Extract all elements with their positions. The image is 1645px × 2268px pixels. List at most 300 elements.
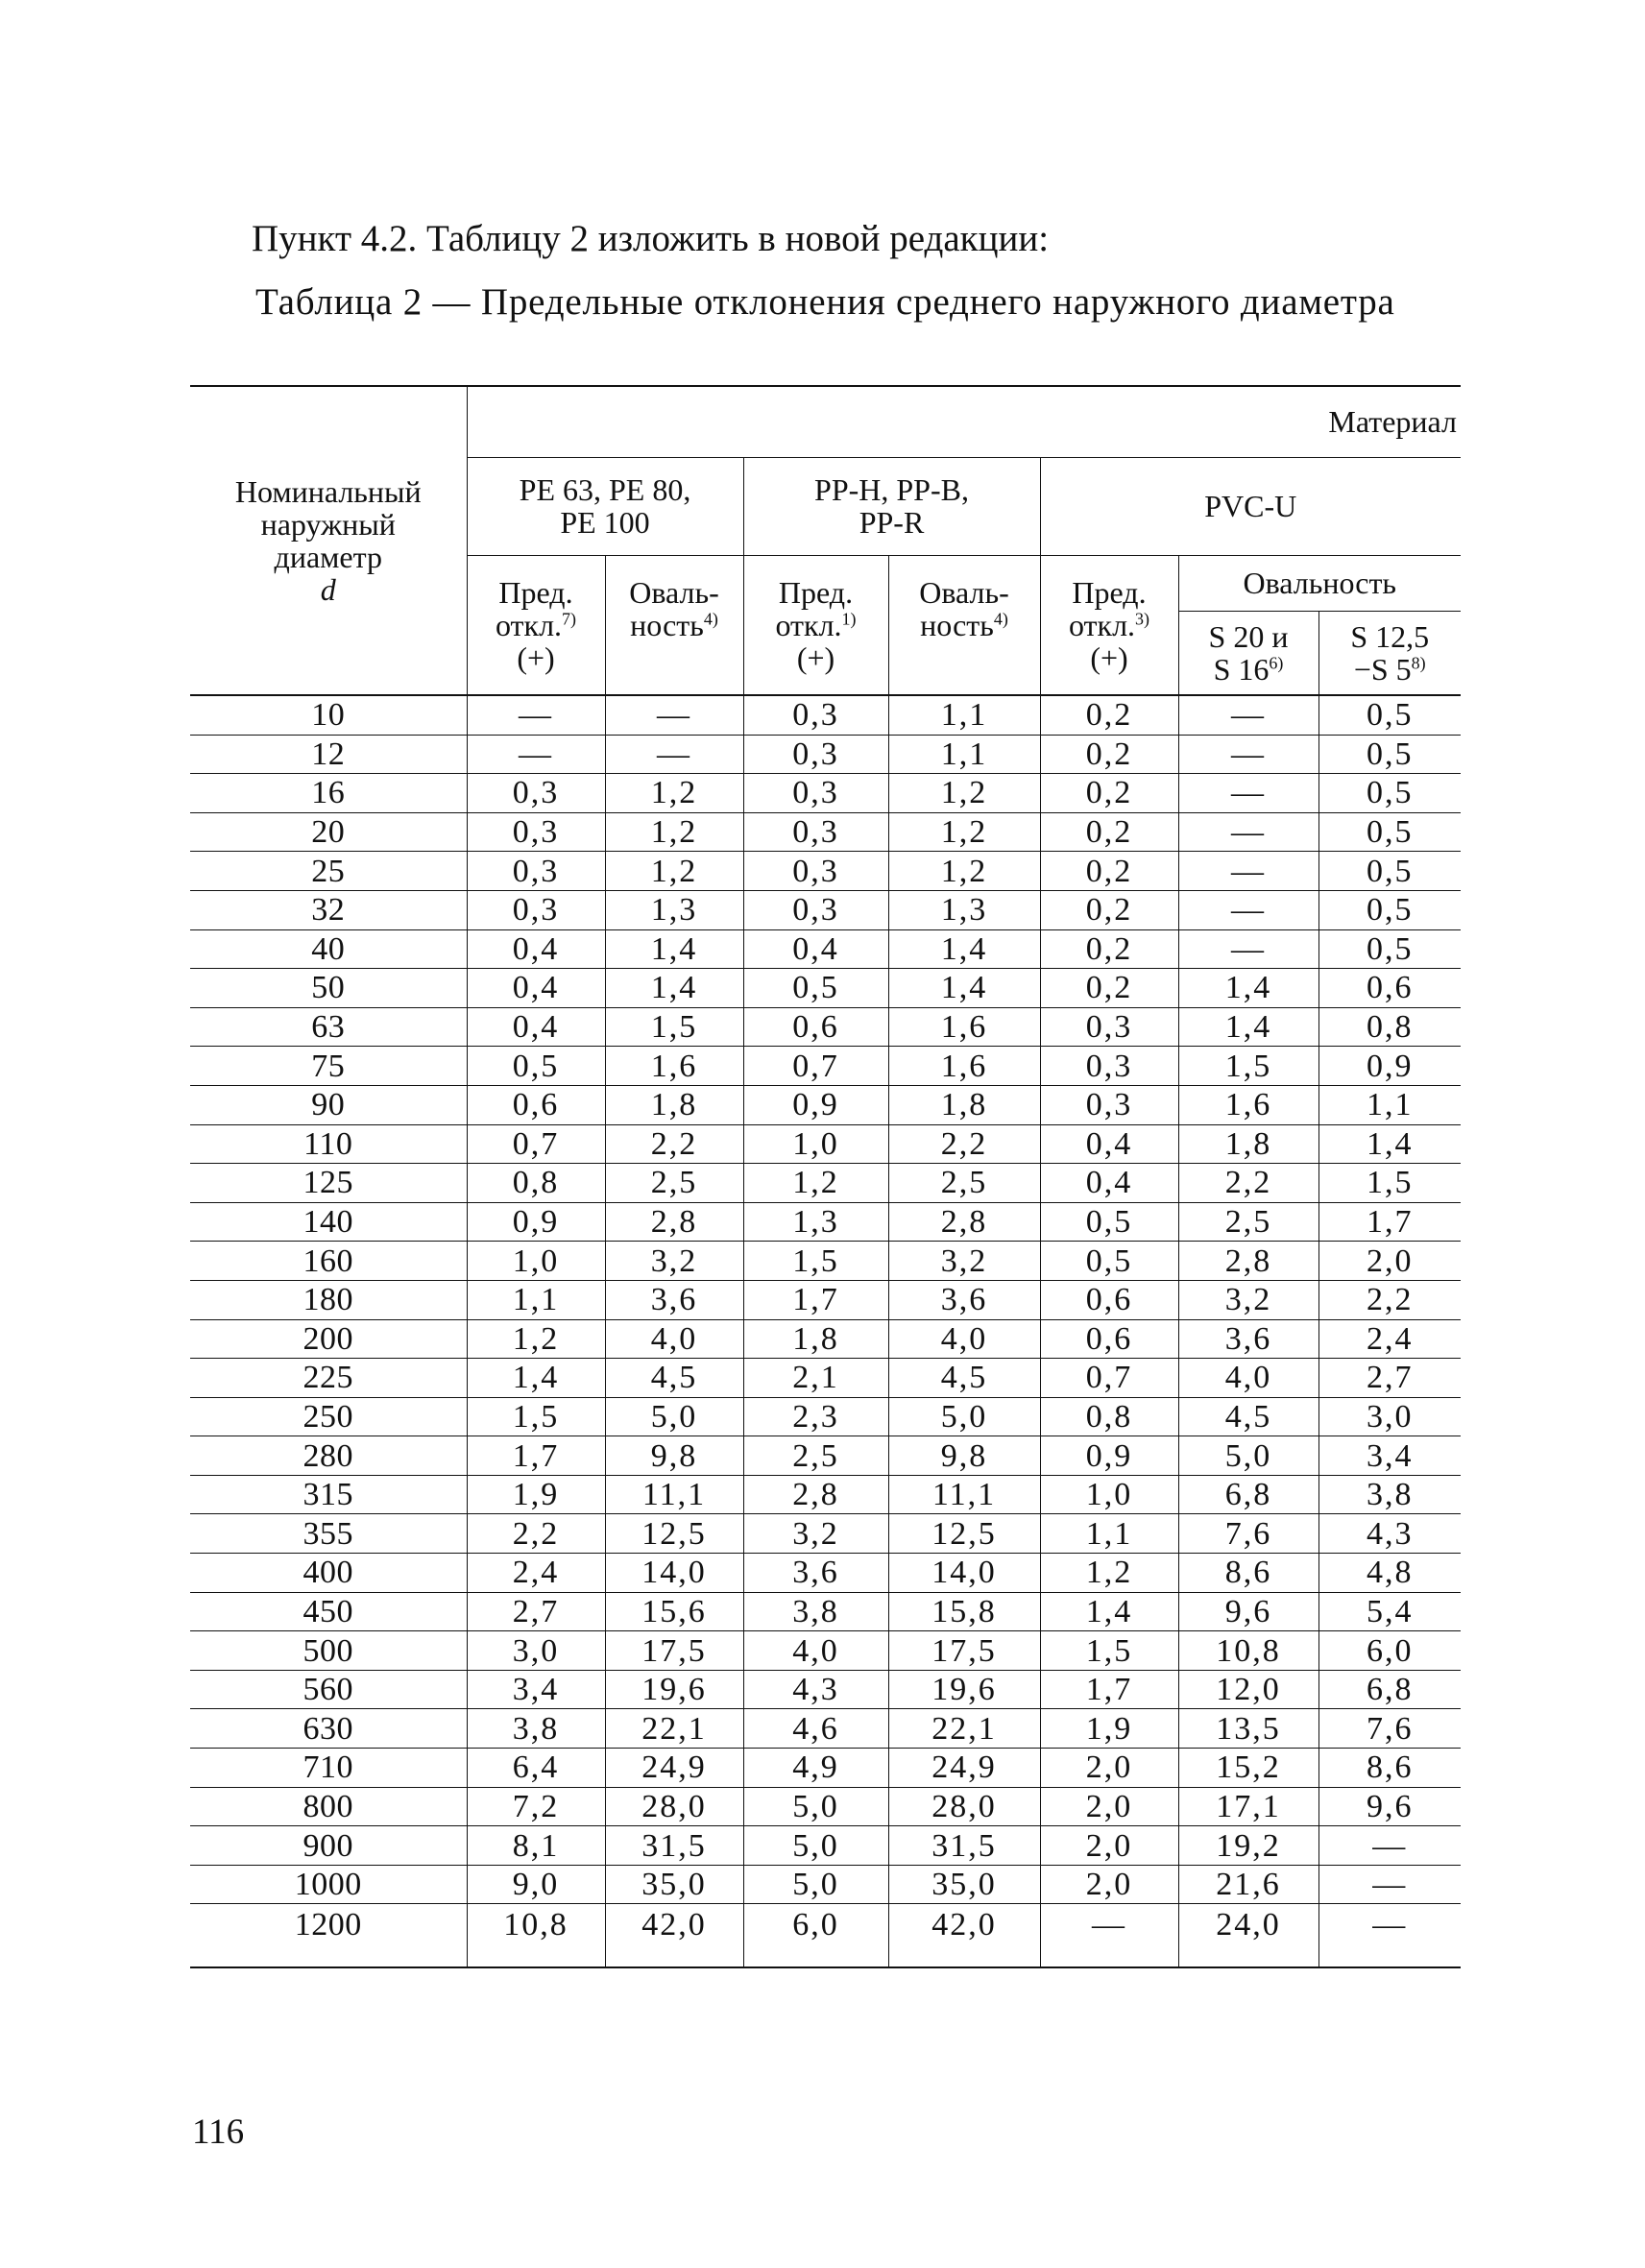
table-row [190, 1280, 1461, 1319]
nominal-diameter-cell: 40 [190, 929, 467, 969]
value-cell: 35,0 [605, 1865, 743, 1904]
value-cell: 0,3 [743, 695, 888, 735]
pe-group-header: PE 63, PE 80, PE 100 [467, 457, 743, 555]
value-cell: 3,0 [467, 1631, 605, 1671]
nominal-diameter-cell: 125 [190, 1164, 467, 1203]
value-cell: 0,4 [467, 969, 605, 1008]
value-cell: — [1178, 735, 1318, 774]
value-cell: 0,6 [467, 1085, 605, 1124]
value-cell: 4,5 [1178, 1397, 1318, 1436]
value-cell: 1,4 [1040, 1592, 1178, 1631]
value-cell: 1,9 [1040, 1709, 1178, 1749]
value-cell: 2,8 [743, 1475, 888, 1514]
page-number: 116 [192, 2112, 245, 2152]
value-cell: 0,5 [467, 1047, 605, 1086]
value-cell: 0,3 [743, 812, 888, 852]
value-cell: 1,4 [467, 1359, 605, 1398]
value-cell: 0,7 [467, 1124, 605, 1164]
value-cell: 0,3 [743, 890, 888, 929]
value-cell: 1,1 [888, 695, 1040, 735]
value-cell: 3,2 [605, 1242, 743, 1281]
pvc-ovality-header: Овальность [1178, 555, 1461, 611]
value-cell: 6,4 [467, 1749, 605, 1788]
table-row [190, 1826, 1461, 1866]
nominal-diameter-cell: 20 [190, 812, 467, 852]
value-cell: 4,9 [743, 1749, 888, 1788]
nominal-diameter-cell: 1000 [190, 1865, 467, 1904]
value-cell: 2,7 [1318, 1359, 1461, 1398]
value-cell: 35,0 [888, 1865, 1040, 1904]
nominal-diameter-cell: 560 [190, 1670, 467, 1709]
nominal-diameter-cell: 25 [190, 852, 467, 891]
value-cell: — [605, 735, 743, 774]
value-cell: 9,8 [605, 1436, 743, 1476]
value-cell: 1,2 [888, 774, 1040, 813]
value-cell: 6,0 [1318, 1631, 1461, 1671]
value-cell: 0,9 [743, 1085, 888, 1124]
value-cell: 1,5 [1040, 1631, 1178, 1671]
value-cell: 24,9 [888, 1749, 1040, 1788]
value-cell: 0,2 [1040, 890, 1178, 929]
table-row [190, 1787, 1461, 1826]
value-cell: 11,1 [888, 1475, 1040, 1514]
value-cell: 2,0 [1040, 1749, 1178, 1788]
nominal-diameter-cell: 63 [190, 1007, 467, 1047]
value-cell: 0,5 [1318, 774, 1461, 813]
value-cell: 1,1 [888, 735, 1040, 774]
value-cell: — [1040, 1904, 1178, 1968]
value-cell: 3,2 [888, 1242, 1040, 1281]
value-cell: 3,8 [467, 1709, 605, 1749]
nominal-diameter-cell: 500 [190, 1631, 467, 1671]
value-cell: 21,6 [1178, 1865, 1318, 1904]
value-cell: 3,6 [1178, 1319, 1318, 1359]
value-cell: 4,0 [888, 1319, 1040, 1359]
value-cell: 12,5 [888, 1514, 1040, 1554]
value-cell: 10,8 [1178, 1631, 1318, 1671]
value-cell: 6,8 [1178, 1475, 1318, 1514]
value-cell: 15,2 [1178, 1749, 1318, 1788]
value-cell: 1,0 [467, 1242, 605, 1281]
value-cell: 0,3 [467, 852, 605, 891]
value-cell: 15,8 [888, 1592, 1040, 1631]
value-cell: 0,2 [1040, 812, 1178, 852]
value-cell: 9,8 [888, 1436, 1040, 1476]
value-cell: 0,3 [1040, 1047, 1178, 1086]
value-cell: 5,0 [888, 1397, 1040, 1436]
value-cell: 2,0 [1040, 1826, 1178, 1866]
value-cell: 1,8 [1178, 1124, 1318, 1164]
nominal-diameter-cell: 225 [190, 1359, 467, 1398]
value-cell: 0,9 [1040, 1436, 1178, 1476]
material-header: Материал [467, 386, 1461, 457]
value-cell: 0,8 [1318, 1007, 1461, 1047]
value-cell: 13,5 [1178, 1709, 1318, 1749]
value-cell: 2,0 [1040, 1787, 1178, 1826]
table-row [190, 1202, 1461, 1242]
value-cell: 0,2 [1040, 695, 1178, 735]
table-row [190, 1631, 1461, 1671]
value-cell: 1,5 [1178, 1047, 1318, 1086]
value-cell: 42,0 [888, 1904, 1040, 1968]
value-cell: 1,2 [605, 774, 743, 813]
pvc-deviation-header: Пред. откл.$^{3)}$ (+) [1040, 555, 1178, 695]
nominal-diameter-cell: 75 [190, 1047, 467, 1086]
value-cell: 0,4 [743, 929, 888, 969]
value-cell: 0,7 [1040, 1359, 1178, 1398]
nominal-diameter-cell: 280 [190, 1436, 467, 1476]
value-cell: 10,8 [467, 1904, 605, 1968]
table-row [190, 1592, 1461, 1631]
table-row [190, 1359, 1461, 1398]
pp-deviation-header: Пред. откл.$^{1)}$ (+) [743, 555, 888, 695]
value-cell: 24,0 [1178, 1904, 1318, 1968]
value-cell: 1,5 [605, 1007, 743, 1047]
value-cell: 15,6 [605, 1592, 743, 1631]
value-cell: 0,3 [467, 774, 605, 813]
value-cell: — [1178, 695, 1318, 735]
pp-group-header: PP-H, PP-B, PP-R [743, 457, 1040, 555]
pe-deviation-header: Пред. откл.$^{7)}$ (+) [467, 555, 605, 695]
table-row [190, 929, 1461, 969]
value-cell: 3,6 [605, 1280, 743, 1319]
value-cell: 2,8 [888, 1202, 1040, 1242]
table-row [190, 1319, 1461, 1359]
value-cell: 14,0 [888, 1554, 1040, 1593]
nominal-diameter-cell: 32 [190, 890, 467, 929]
value-cell: 1,2 [467, 1319, 605, 1359]
value-cell: 0,3 [743, 852, 888, 891]
diameter-header: Номинальный наружный диаметр d [190, 386, 467, 695]
table-row [190, 1670, 1461, 1709]
value-cell: 42,0 [605, 1904, 743, 1968]
value-cell: 1,2 [888, 852, 1040, 891]
nominal-diameter-cell: 1200 [190, 1904, 467, 1968]
value-cell: 4,3 [743, 1670, 888, 1709]
value-cell: 1,8 [743, 1319, 888, 1359]
value-cell: 1,4 [1318, 1124, 1461, 1164]
value-cell: 1,8 [605, 1085, 743, 1124]
value-cell: 2,4 [467, 1554, 605, 1593]
value-cell: 14,0 [605, 1554, 743, 1593]
value-cell: 5,0 [605, 1397, 743, 1436]
value-cell: 28,0 [888, 1787, 1040, 1826]
value-cell: 0,5 [1318, 929, 1461, 969]
table-row [190, 812, 1461, 852]
nominal-diameter-cell: 140 [190, 1202, 467, 1242]
table-row [190, 890, 1461, 929]
value-cell: 1,4 [888, 969, 1040, 1008]
value-cell: 1,6 [605, 1047, 743, 1086]
value-cell: 22,1 [888, 1709, 1040, 1749]
value-cell: 3,4 [1318, 1436, 1461, 1476]
value-cell: 0,4 [467, 1007, 605, 1047]
value-cell: 1,6 [888, 1047, 1040, 1086]
value-cell: 0,5 [743, 969, 888, 1008]
value-cell: 1,2 [605, 852, 743, 891]
value-cell: 22,1 [605, 1709, 743, 1749]
value-cell: 1,5 [467, 1397, 605, 1436]
value-cell: 2,2 [1178, 1164, 1318, 1203]
table-row [190, 969, 1461, 1008]
nominal-diameter-cell: 400 [190, 1554, 467, 1593]
value-cell: 1,7 [467, 1436, 605, 1476]
value-cell: 0,6 [1318, 969, 1461, 1008]
value-cell: 31,5 [888, 1826, 1040, 1866]
value-cell: 2,2 [1318, 1280, 1461, 1319]
value-cell: 3,0 [1318, 1397, 1461, 1436]
value-cell: 1,3 [605, 890, 743, 929]
value-cell: 19,6 [605, 1670, 743, 1709]
value-cell: 12,0 [1178, 1670, 1318, 1709]
table-row [190, 852, 1461, 891]
value-cell: 2,8 [605, 1202, 743, 1242]
value-cell: 3,8 [743, 1592, 888, 1631]
value-cell: 9,0 [467, 1865, 605, 1904]
value-cell: 2,3 [743, 1397, 888, 1436]
value-cell: 1,0 [743, 1124, 888, 1164]
value-cell: 6,8 [1318, 1670, 1461, 1709]
value-cell: 0,2 [1040, 969, 1178, 1008]
value-cell: 1,1 [1318, 1085, 1461, 1124]
value-cell: — [467, 735, 605, 774]
value-cell: 5,4 [1318, 1592, 1461, 1631]
value-cell: 5,0 [743, 1787, 888, 1826]
nominal-diameter-cell: 160 [190, 1242, 467, 1281]
value-cell: 3,8 [1318, 1475, 1461, 1514]
nominal-diameter-cell: 12 [190, 735, 467, 774]
value-cell: 1,7 [1318, 1202, 1461, 1242]
value-cell: 1,8 [888, 1085, 1040, 1124]
value-cell: 1,4 [605, 929, 743, 969]
table-row [190, 774, 1461, 813]
value-cell: 1,1 [467, 1280, 605, 1319]
value-cell: 1,4 [1178, 969, 1318, 1008]
value-cell: 8,1 [467, 1826, 605, 1866]
amendment-intro: Пункт 4.2. Таблицу 2 изложить в новой редакции: [252, 218, 1050, 259]
value-cell: 1,2 [743, 1164, 888, 1203]
value-cell: 0,3 [743, 735, 888, 774]
value-cell: 4,6 [743, 1709, 888, 1749]
value-cell: 1,4 [888, 929, 1040, 969]
value-cell: — [1318, 1826, 1461, 1866]
value-cell: 0,3 [1040, 1007, 1178, 1047]
value-cell: 3,2 [1178, 1280, 1318, 1319]
value-cell: 4,5 [888, 1359, 1040, 1398]
value-cell: 3,4 [467, 1670, 605, 1709]
value-cell: 4,3 [1318, 1514, 1461, 1554]
value-cell: 0,5 [1318, 852, 1461, 891]
value-cell: — [1318, 1904, 1461, 1968]
table-body [190, 695, 1461, 1967]
value-cell: 4,5 [605, 1359, 743, 1398]
value-cell: 2,8 [1178, 1242, 1318, 1281]
value-cell: 31,5 [605, 1826, 743, 1866]
nominal-diameter-cell: 355 [190, 1514, 467, 1554]
value-cell: 2,5 [1178, 1202, 1318, 1242]
value-cell: 3,6 [743, 1554, 888, 1593]
value-cell: — [1178, 852, 1318, 891]
value-cell: 1,3 [888, 890, 1040, 929]
value-cell: 2,5 [743, 1436, 888, 1476]
table-row [190, 1007, 1461, 1047]
nominal-diameter-cell: 710 [190, 1749, 467, 1788]
value-cell: 1,7 [1040, 1670, 1178, 1709]
value-cell: 4,0 [743, 1631, 888, 1671]
value-cell: 28,0 [605, 1787, 743, 1826]
value-cell: 1,4 [1178, 1007, 1318, 1047]
value-cell: 1,6 [888, 1007, 1040, 1047]
pvc-s125-header: S 12,5 −S 5$^{8)}$ [1318, 611, 1461, 695]
table-row [190, 1709, 1461, 1749]
table-row [190, 1865, 1461, 1904]
nominal-diameter-cell: 250 [190, 1397, 467, 1436]
value-cell: 2,0 [1040, 1865, 1178, 1904]
value-cell: 1,3 [743, 1202, 888, 1242]
value-cell: 2,1 [743, 1359, 888, 1398]
value-cell: 1,2 [1040, 1554, 1178, 1593]
table-row [190, 1047, 1461, 1086]
value-cell: 2,2 [888, 1124, 1040, 1164]
table-row [190, 1514, 1461, 1554]
value-cell: 0,9 [1318, 1047, 1461, 1086]
nominal-diameter-cell: 180 [190, 1280, 467, 1319]
value-cell: 0,6 [743, 1007, 888, 1047]
value-cell: 1,2 [605, 812, 743, 852]
value-cell: 17,5 [888, 1631, 1040, 1671]
value-cell: 0,5 [1318, 695, 1461, 735]
value-cell: 2,0 [1318, 1242, 1461, 1281]
table-row [190, 1436, 1461, 1476]
deviation-table [190, 385, 1461, 1968]
table-row [190, 1124, 1461, 1164]
value-cell: 0,3 [467, 890, 605, 929]
value-cell: 1,6 [1178, 1085, 1318, 1124]
value-cell: 0,3 [467, 812, 605, 852]
pvc-s20-header: S 20 и S 16$^{6)}$ [1178, 611, 1318, 695]
table-row [190, 1554, 1461, 1593]
value-cell: 4,8 [1318, 1554, 1461, 1593]
value-cell: 2,7 [467, 1592, 605, 1631]
value-cell: — [1178, 890, 1318, 929]
value-cell: 0,9 [467, 1202, 605, 1242]
nominal-diameter-cell: 50 [190, 969, 467, 1008]
value-cell: 0,5 [1040, 1242, 1178, 1281]
table-row [190, 1164, 1461, 1203]
table-row [190, 1749, 1461, 1788]
value-cell: 8,6 [1178, 1554, 1318, 1593]
table-row [190, 735, 1461, 774]
value-cell: 0,4 [467, 929, 605, 969]
value-cell: 17,1 [1178, 1787, 1318, 1826]
value-cell: — [1178, 812, 1318, 852]
value-cell: 7,6 [1178, 1514, 1318, 1554]
value-cell: 2,4 [1318, 1319, 1461, 1359]
value-cell: 6,0 [743, 1904, 888, 1968]
pe-ovality-header: Оваль- ность$^{4)}$ [605, 555, 743, 695]
value-cell: 1,0 [1040, 1475, 1178, 1514]
value-cell: 1,4 [605, 969, 743, 1008]
value-cell: 0,2 [1040, 929, 1178, 969]
nominal-diameter-cell: 90 [190, 1085, 467, 1124]
value-cell: 4,0 [605, 1319, 743, 1359]
value-cell: 4,0 [1178, 1359, 1318, 1398]
value-cell: 2,5 [888, 1164, 1040, 1203]
nominal-diameter-cell: 110 [190, 1124, 467, 1164]
value-cell: 0,8 [467, 1164, 605, 1203]
value-cell: 0,2 [1040, 735, 1178, 774]
value-cell: 0,3 [743, 774, 888, 813]
value-cell: 1,9 [467, 1475, 605, 1514]
value-cell: 0,5 [1040, 1202, 1178, 1242]
value-cell: 19,2 [1178, 1826, 1318, 1866]
value-cell: 1,5 [743, 1242, 888, 1281]
value-cell: 5,0 [1178, 1436, 1318, 1476]
value-cell: — [1178, 929, 1318, 969]
value-cell: 17,5 [605, 1631, 743, 1671]
value-cell: — [1318, 1865, 1461, 1904]
value-cell: 12,5 [605, 1514, 743, 1554]
value-cell: 2,2 [605, 1124, 743, 1164]
value-cell: 3,2 [743, 1514, 888, 1554]
value-cell: — [467, 695, 605, 735]
value-cell: 24,9 [605, 1749, 743, 1788]
nominal-diameter-cell: 630 [190, 1709, 467, 1749]
pp-ovality-header: Оваль- ность$^{4)}$ [888, 555, 1040, 695]
value-cell: — [1178, 774, 1318, 813]
value-cell: 0,4 [1040, 1164, 1178, 1203]
value-cell: 0,5 [1318, 735, 1461, 774]
value-cell: 7,6 [1318, 1709, 1461, 1749]
value-cell: 0,6 [1040, 1280, 1178, 1319]
nominal-diameter-cell: 10 [190, 695, 467, 735]
value-cell: 1,2 [888, 812, 1040, 852]
value-cell: 1,1 [1040, 1514, 1178, 1554]
value-cell: 11,1 [605, 1475, 743, 1514]
value-cell: 0,8 [1040, 1397, 1178, 1436]
value-cell: 2,2 [467, 1514, 605, 1554]
nominal-diameter-cell: 200 [190, 1319, 467, 1359]
nominal-diameter-cell: 450 [190, 1592, 467, 1631]
value-cell: 0,5 [1318, 812, 1461, 852]
value-cell: 9,6 [1178, 1592, 1318, 1631]
value-cell: 19,6 [888, 1670, 1040, 1709]
value-cell: 2,5 [605, 1164, 743, 1203]
value-cell: 0,2 [1040, 774, 1178, 813]
value-cell: 5,0 [743, 1826, 888, 1866]
value-cell: 5,0 [743, 1865, 888, 1904]
value-cell: 0,2 [1040, 852, 1178, 891]
table-row [190, 1904, 1461, 1968]
value-cell: 0,3 [1040, 1085, 1178, 1124]
value-cell: 1,7 [743, 1280, 888, 1319]
nominal-diameter-cell: 800 [190, 1787, 467, 1826]
table-row [190, 1242, 1461, 1281]
pvc-group-header: PVC-U [1040, 457, 1461, 555]
value-cell: — [605, 695, 743, 735]
value-cell: 0,7 [743, 1047, 888, 1086]
nominal-diameter-cell: 16 [190, 774, 467, 813]
value-cell: 0,4 [1040, 1124, 1178, 1164]
value-cell: 3,6 [888, 1280, 1040, 1319]
table-row [190, 1085, 1461, 1124]
value-cell: 7,2 [467, 1787, 605, 1826]
value-cell: 1,5 [1318, 1164, 1461, 1203]
value-cell: 9,6 [1318, 1787, 1461, 1826]
value-cell: 0,5 [1318, 890, 1461, 929]
table-caption: Таблица 2 — Предельные отклонения среднего наружного диаметра [255, 281, 1395, 323]
nominal-diameter-cell: 315 [190, 1475, 467, 1514]
